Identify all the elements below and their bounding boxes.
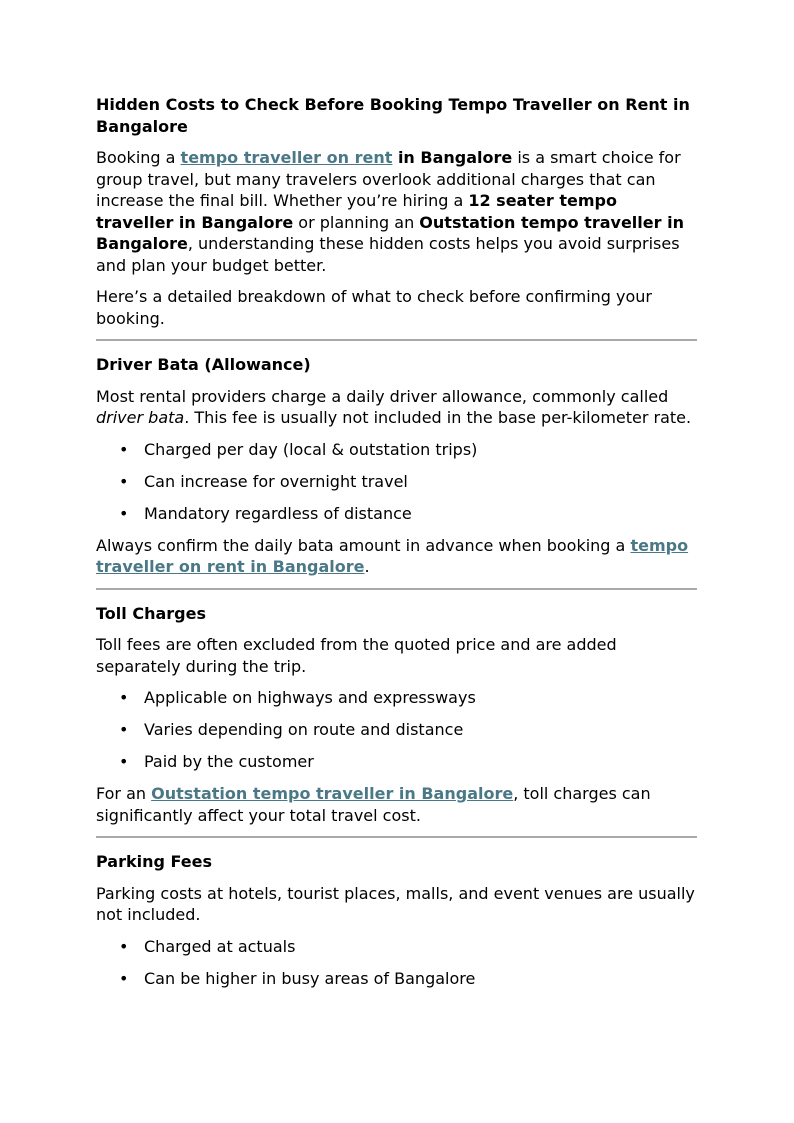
driver-bata-desc-text-1: Most rental providers charge a daily driver allowance, commonly called <box>96 386 669 406</box>
bullet-icon: • <box>119 752 129 771</box>
list-item <box>119 471 697 493</box>
intro-bold-outstation: Outstation tempo traveller in Bangalore <box>96 212 684 253</box>
list-item <box>119 936 697 958</box>
section-divider <box>96 339 697 341</box>
bullet-icon: • <box>119 936 129 956</box>
intro-text-4: , understanding these hidden costs helps you avoid surprises and plan your budget better. <box>96 234 680 275</box>
driver-bata-term: driver bata <box>96 408 185 427</box>
toll-charges-note-text-2: , toll charges can significantly affect your total travel cost. <box>96 784 651 825</box>
intro-bold-12-seater: 12 seater tempo traveller in Bangalore <box>96 191 617 232</box>
intro-paragraph <box>96 147 697 276</box>
parking-fees-list <box>96 936 697 990</box>
list-item <box>119 968 697 990</box>
toll-charges-list <box>96 687 697 773</box>
tempo-traveller-on-rent-in-bangalore-link[interactable]: tempo traveller on rent in Bangalore <box>96 535 689 576</box>
tempo-traveller-on-rent-link[interactable]: tempo traveller on rent <box>180 148 393 167</box>
driver-bata-desc-text-2: . This fee is usually not included in the base per-kilometer rate. <box>184 408 692 427</box>
bullet-icon: • <box>119 968 129 988</box>
toll-charges-note <box>96 783 697 826</box>
outstation-tempo-traveller-link[interactable]: Outstation tempo traveller in Bangalore <box>151 784 514 803</box>
list-item <box>119 687 697 709</box>
list-item-text: Paid by the customer <box>144 752 314 771</box>
list-item-text: Can increase for overnight travel <box>144 471 408 491</box>
bullet-icon: • <box>119 439 129 459</box>
parking-fees-heading: Parking Fees <box>96 852 213 871</box>
list-item <box>119 751 697 773</box>
list-item-text: Varies depending on route and distance <box>144 720 464 739</box>
toll-charges-note-text-1: For an <box>96 784 152 803</box>
list-item-text: Charged at actuals <box>144 936 296 956</box>
driver-bata-heading: Driver Bata (Allowance) <box>96 355 311 374</box>
bullet-icon: • <box>119 471 129 491</box>
page-title: Hidden Costs to Check Before Booking Tempo Traveller on Rent in Bangalore <box>96 95 690 136</box>
intro-breakdown-paragraph: Here’s a detailed breakdown of what to check before confirming your booking. <box>96 287 652 328</box>
section-divider <box>96 836 697 838</box>
document-page <box>96 94 697 1000</box>
bullet-icon: • <box>119 688 129 707</box>
bullet-icon: • <box>119 503 129 523</box>
list-item <box>119 439 697 461</box>
list-item <box>119 503 697 525</box>
driver-bata-note-text-2: . <box>364 557 370 576</box>
list-item-text: Can be higher in busy areas of Bangalore <box>144 968 476 988</box>
intro-text-3: or planning an <box>293 212 420 232</box>
driver-bata-note-text-1: Always confirm the daily bata amount in advance when booking a <box>96 535 631 555</box>
list-item-text: Mandatory regardless of distance <box>144 503 412 523</box>
section-divider <box>96 588 697 590</box>
list-item-text: Charged per day (local & outstation trips) <box>144 439 478 459</box>
toll-charges-description: Toll fees are often excluded from the quoted price and are added separately during the trip. <box>96 635 617 676</box>
intro-bold-bangalore: in Bangalore <box>392 148 513 167</box>
intro-text-2: is a smart choice for group travel, but many travelers overlook additional charges that can increase the final bill. Whether you’re hiring a <box>96 148 681 210</box>
list-item-text: Applicable on highways and expressways <box>144 688 476 707</box>
driver-bata-list <box>96 439 697 525</box>
list-item <box>119 719 697 741</box>
bullet-icon: • <box>119 720 129 739</box>
parking-fees-description: Parking costs at hotels, tourist places, malls, and event venues are usually not included. <box>96 883 695 924</box>
intro-text-1: Booking a <box>96 148 181 167</box>
driver-bata-note <box>96 535 697 578</box>
toll-charges-heading: Toll Charges <box>96 603 206 623</box>
driver-bata-description <box>96 386 697 429</box>
